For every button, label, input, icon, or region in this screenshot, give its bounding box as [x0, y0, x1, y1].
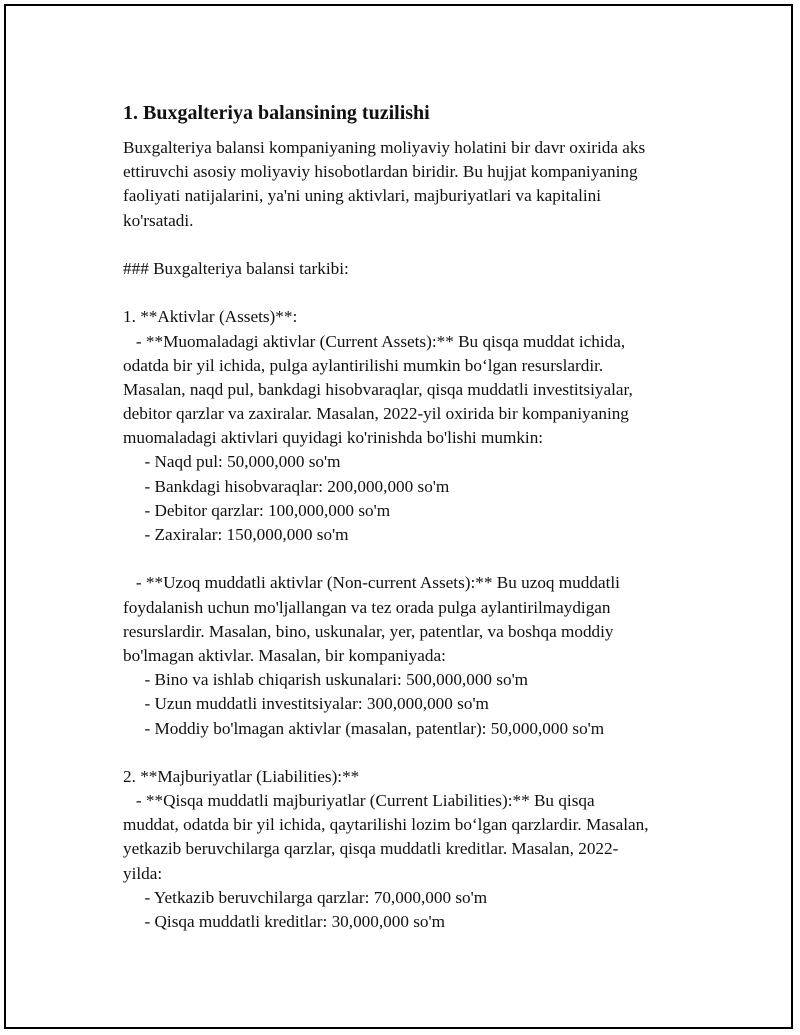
- document-body: [123, 136, 723, 934]
- text-line: foydalanish uchun mo'ljallangan va tez orada pulga aylantirilmaydigan: [123, 597, 611, 617]
- text-line: 1. **Aktivlar (Assets)**:: [123, 307, 298, 327]
- text-line: - Zaxiralar: 150,000,000 so'm: [123, 525, 349, 544]
- text-line: Buxgalteriya balansi kompaniyaning moliyaviy holatini bir davr oxirida aks: [123, 138, 646, 157]
- text-line: Masalan, naqd pul, bankdagi hisobvaraqlar, qisqa muddatli investitsiyalar,: [123, 379, 633, 399]
- text-line: - Qisqa muddatli kreditlar: 30,000,000 so'm: [123, 912, 445, 931]
- text-line: debitor qarzlar va zaxiralar. Masalan, 2022-yil oxirida bir kompaniyaning: [123, 404, 629, 424]
- text-line: - Bankdagi hisobvaraqlar: 200,000,000 so'm: [123, 476, 450, 496]
- text-line: - **Qisqa muddatli majburiyatlar (Current Liabilities):** Bu qisqa: [123, 791, 595, 811]
- text-line: faoliyati natijalarini, ya'ni uning aktivlari, majburiyatlari va kapitalini: [123, 186, 601, 206]
- blank-line: [123, 741, 723, 765]
- text-line: - Moddiy bo'lmagan aktivlar (masalan, patentlar): 50,000,000 so'm: [123, 718, 605, 738]
- text-line: yetkazib beruvchilarga qarzlar, qisqa muddatli kreditlar. Masalan, 2022-: [123, 839, 619, 859]
- text-line: - **Muomaladagi aktivlar (Current Assets):** Bu qisqa muddat ichida,: [123, 331, 626, 351]
- blank-line: [123, 281, 723, 305]
- text-line: - Naqd pul: 50,000,000 so'm: [123, 452, 341, 472]
- text-line: resurslardir. Masalan, bino, uskunalar, yer, patentlar, va boshqa moddiy: [123, 621, 614, 641]
- blank-line: [123, 233, 723, 257]
- text-line: yilda:: [123, 863, 163, 883]
- text-line: ko'rsatadi.: [123, 210, 194, 230]
- document-title: 1. Buxgalteriya balansining tuzilishi: [123, 102, 430, 124]
- text-line: - Uzun muddatli investitsiyalar: 300,000,000 so'm: [123, 694, 489, 714]
- document-page: [4, 4, 793, 1029]
- text-line: - **Uzoq muddatli aktivlar (Non-current Assets):** Bu uzoq muddatli: [123, 573, 620, 593]
- text-line: odatda bir yil ichida, pulga aylantirilishi mumkin bo‘lgan resurslardir.: [123, 355, 604, 375]
- text-line: - Yetkazib beruvchilarga qarzlar: 70,000,000 so'm: [123, 887, 488, 907]
- text-line: 2. **Majburiyatlar (Liabilities):**: [123, 766, 360, 786]
- text-line: muomaladagi aktivlari quyidagi ko'rinishda bo'lishi mumkin:: [123, 428, 544, 448]
- text-line: muddat, odatda bir yil ichida, qaytarilishi lozim bo‘lgan qarzlardir. Masalan,: [123, 815, 649, 835]
- text-line: - Debitor qarzlar: 100,000,000 so'm: [123, 500, 391, 520]
- blank-line: [123, 547, 723, 571]
- text-line: ettiruvchi asosiy moliyaviy hisobotlardan biridir. Bu hujjat kompaniyaning: [123, 162, 638, 182]
- document-content: [123, 100, 723, 934]
- text-line: ### Buxgalteriya balansi tarkibi:: [123, 258, 349, 278]
- text-line: - Bino va ishlab chiqarish uskunalari: 500,000,000 so'm: [123, 670, 529, 690]
- text-line: bo'lmagan aktivlar. Masalan, bir kompaniyada:: [123, 645, 446, 665]
